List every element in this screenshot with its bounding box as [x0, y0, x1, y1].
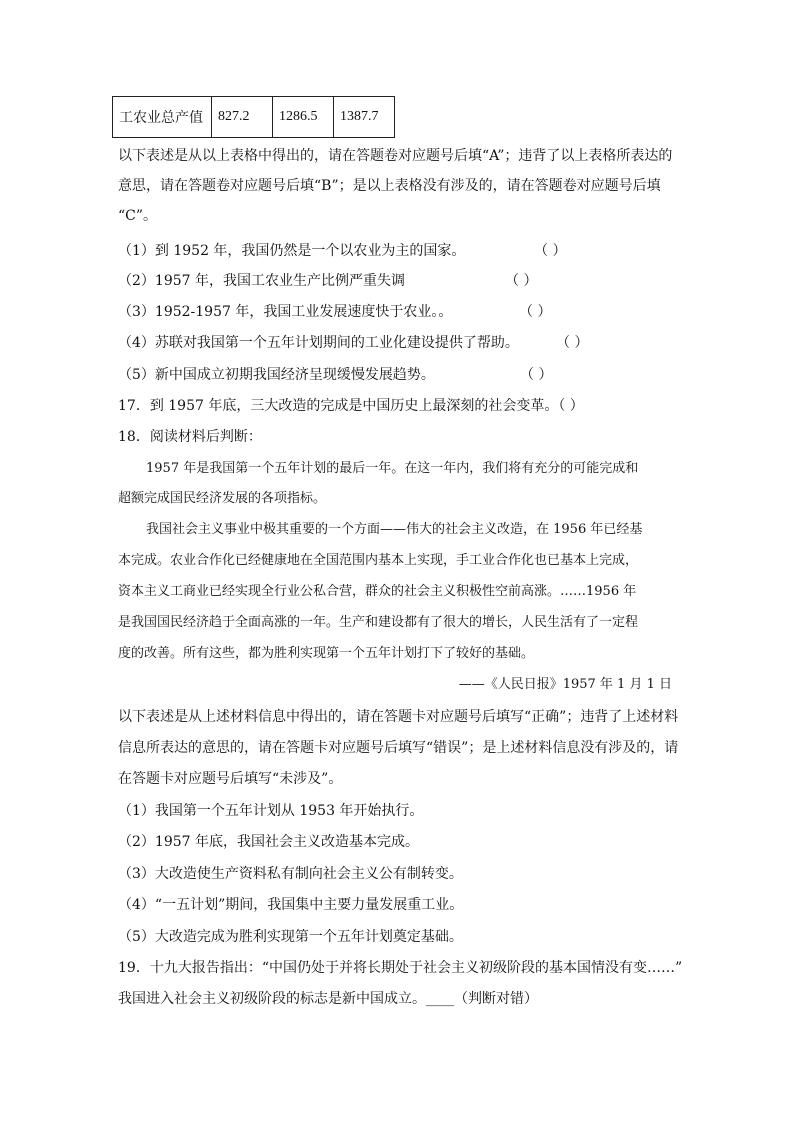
answer-blank[interactable]: （ ）: [556, 335, 589, 351]
instruction-text: 意思，请在答题卷对应题号后填“B”；是以上表格没有涉及的，请在答题卷对应题号后填: [118, 178, 661, 194]
quote-text: 本完成。农业合作化已经健康地在全国范围内基本上实现，手工业合作化也已基本上完成，: [118, 553, 639, 568]
quote-text: 资本主义工商业已经实现全行业公私合营，群众的社会主义积极性空前高涨。……1956 年: [118, 584, 637, 599]
quote-text: 我国社会主义事业中极其重要的一个方面——伟大的社会主义改造，在 1956 年已经基: [146, 522, 643, 537]
table-cell: 1387.7: [334, 97, 395, 138]
instruction-text: “C”。: [118, 208, 158, 224]
table-cell: 827.2: [212, 97, 273, 138]
question-19: 我国进入社会主义初级阶段的标志是新中国成立。____（判断对错）: [118, 991, 538, 1007]
table-row: [113, 97, 395, 138]
output-value-table: [112, 96, 395, 138]
question-17: 17．到 1957 年底，三大改造的完成是中国历史上最深刻的社会变革。（ ）: [118, 398, 584, 414]
instruction-text: 以下表述是从以上表格中得出的，请在答题卷对应题号后填“A”；违背了以上表格所表达的: [118, 148, 673, 164]
quote-text: 度的改善。所有这些，都为胜利实现第一个五年计划打下了较好的基础。: [118, 646, 535, 661]
instruction-text: 以下表述是从上述材料信息中得出的，请在答题卡对应题号后填写“正确”；违背了上述材料: [118, 709, 679, 725]
statement-item: （4）“一五计划”期间，我国集中主要力量发展重工业。: [118, 897, 464, 913]
question-item: （3）1952-1957 年，我国工业发展速度快于农业。。: [118, 304, 453, 320]
statement-item: （5）大改造完成为胜利实现第一个五年计划奠定基础。: [118, 929, 463, 945]
answer-blank[interactable]: （ ）: [519, 304, 552, 320]
quote-source: ——《人民日报》1957 年 1 月 1 日: [458, 677, 672, 692]
instruction-text: 在答题卡对应题号后填写“未涉及”。: [118, 771, 343, 787]
question-19: 19．十九大报告指出：“中国仍处于并将长期处于社会主义初级阶段的基本国情没有变……”: [118, 960, 683, 976]
answer-blank[interactable]: （ ）: [520, 367, 553, 383]
quote-text: 是我国国民经济趋于全面高涨的一年。生产和建设都有了很大的增长，人民生活有了一定程: [118, 615, 639, 630]
question-item: （4）苏联对我国第一个五年计划期间的工业化建设提供了帮助。: [118, 335, 519, 351]
answer-blank[interactable]: （ ）: [534, 243, 567, 259]
quote-text: 超额完成国民经济发展的各项指标。: [118, 491, 327, 506]
question-item: （1）到 1952 年，我国仍然是一个以农业为主的国家。: [118, 243, 466, 259]
table-cell: 1286.5: [273, 97, 334, 138]
question-18: 18．阅读材料后判断：: [118, 429, 262, 445]
statement-item: （3）大改造使生产资料私有制向社会主义公有制转变。: [118, 866, 463, 882]
quote-text: 1957 年是我国第一个五年计划的最后一年。在这一年内，我们将有充分的可能完成和: [146, 461, 639, 476]
question-item: （5）新中国成立初期我国经济呈现缓慢发展趋势。: [118, 367, 435, 383]
instruction-text: 信息所表达的意思的，请在答题卡对应题号后填写“错误”；是上述材料信息没有涉及的，请: [118, 740, 679, 756]
table-row-label: 工农业总产值: [113, 97, 212, 138]
question-item: （2）1957 年，我国工农业生产比例严重失调: [118, 273, 405, 289]
statement-item: （2）1957 年底，我国社会主义改造基本完成。: [118, 834, 419, 850]
statement-item: （1）我国第一个五年计划从 1953 年开始执行。: [118, 803, 424, 819]
answer-blank[interactable]: （ ）: [505, 273, 538, 289]
